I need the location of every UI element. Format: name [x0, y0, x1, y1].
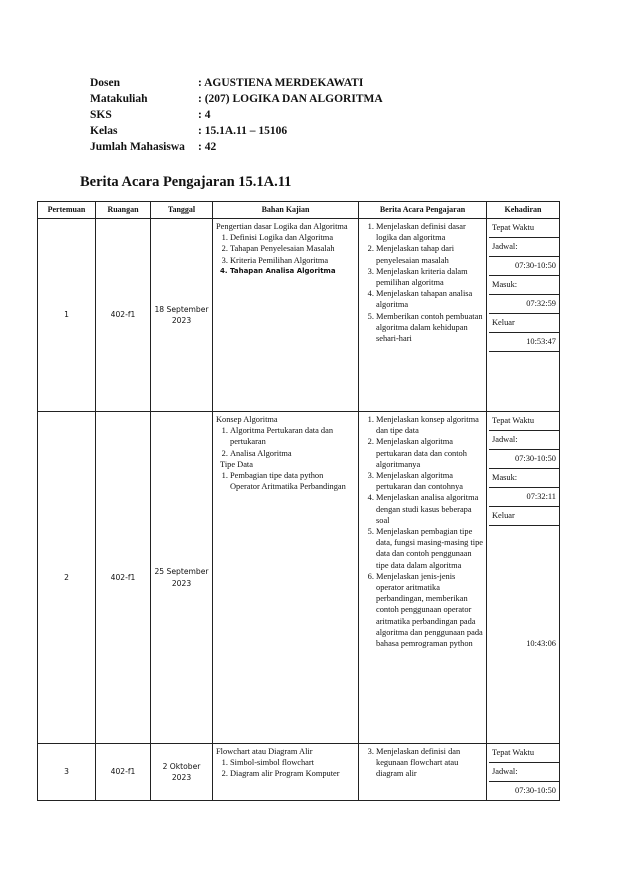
jadwal-label: Jadwal:: [489, 431, 559, 450]
list-item: 3. Menjelaskan algoritma pertukaran dan contohnya: [376, 470, 483, 492]
jumlah-value: : 42: [198, 141, 217, 153]
table-row: [38, 744, 560, 801]
col-pertemuan: Pertemuan: [38, 202, 96, 219]
kehadiran-cell: [487, 412, 560, 744]
pertemuan-cell: 1: [38, 219, 96, 412]
list-item: 5. Menjelaskan pembagian tipe data, fungsi masing-masing tipe data dan contoh penggunaan tipe data dalam algoritma: [376, 526, 483, 571]
jadwal-label: Jadwal:: [489, 763, 559, 782]
pertemuan-cell: 2: [38, 412, 96, 744]
list-item: 4. Menjelaskan tahapan analisa algoritma: [376, 288, 483, 310]
tanggal-cell: 25 September 2023: [151, 412, 213, 744]
list-item: 1. Pembagian tipe data python Operator Aritmatika Perbandingan: [230, 470, 355, 492]
list-item: 1. Simbol-simbol flowchart: [230, 757, 355, 768]
col-kehadiran: Kehadiran: [487, 202, 560, 219]
dosen-value: : AGUSTIENA MERDEKAWATI: [198, 77, 364, 89]
berita-cell: [359, 412, 487, 744]
bahan-intro: Pengertian dasar Logika dan Algoritma: [216, 222, 348, 231]
bahan-cell: [213, 219, 359, 412]
sks-value: : 4: [198, 109, 211, 121]
keluar-label: Keluar: [489, 507, 559, 526]
jadwal-value: 07:30-10:50: [489, 257, 559, 276]
list-item: 1. Menjelaskan konsep algoritma dan tipe data: [376, 414, 483, 436]
document-header: [90, 75, 383, 155]
keluar-value: 10:43:06: [526, 639, 556, 648]
berita-cell: [359, 219, 487, 412]
jadwal-label: Jadwal:: [489, 238, 559, 257]
list-item: 3. Kriteria Pemilihan Algoritma: [230, 255, 355, 266]
jumlah-label: Jumlah Mahasiswa: [90, 141, 185, 153]
list-item: 3. Menjelaskan kriteria dalam pemilihan algoritma: [376, 266, 483, 288]
table-row: [38, 219, 560, 412]
list-item: 4. Menjelaskan analisa algoritma dengan studi kasus beberapa soal: [376, 492, 483, 526]
dosen-label: Dosen: [90, 77, 121, 89]
masuk-label: Masuk:: [489, 469, 559, 488]
list-item: 1. Menjelaskan definisi dasar logika dan algoritma: [376, 221, 483, 243]
page-title: Berita Acara Pengajaran 15.1A.11: [80, 174, 292, 190]
kehadiran-cell: [487, 744, 560, 801]
kelas-value: : 15.1A.11 – 15106: [198, 125, 288, 137]
bahan-mid: Tipe Data: [220, 459, 253, 469]
kelas-label: Kelas: [90, 125, 118, 137]
ruangan-cell: 402-f1: [96, 412, 151, 744]
list-item: 1. Definisi Logika dan Algoritma: [230, 232, 355, 243]
berita-cell: [359, 744, 487, 801]
keluar-label: Keluar: [489, 314, 559, 333]
col-ruangan: Ruangan: [96, 202, 151, 219]
ruangan-cell: 402-f1: [96, 219, 151, 412]
list-item: 2. Menjelaskan algoritma pertukaran data dan contoh algoritmanya: [376, 436, 483, 470]
keluar-value: 10:53:47: [489, 333, 559, 352]
matkul-label: Matakuliah: [90, 93, 148, 105]
bahan-intro: Flowchart atau Diagram Alir: [216, 747, 313, 756]
bahan-cell: [213, 412, 359, 744]
status-badge: Tepat Waktu: [489, 412, 559, 431]
masuk-label: Masuk:: [489, 276, 559, 295]
col-bahan-kajian: Bahan Kajian: [213, 202, 359, 219]
col-tanggal: Tanggal: [151, 202, 213, 219]
col-berita-acara: Berita Acara Pengajaran: [359, 202, 487, 219]
list-item: 1. Algoritma Pertukaran data dan pertukaran: [230, 425, 355, 447]
list-item: 2. Menjelaskan tahap dari penyelesaian masalah: [376, 243, 483, 265]
tanggal-cell: 2 Oktober 2023: [151, 744, 213, 801]
bahan-intro: Konsep Algoritma: [216, 415, 278, 424]
masuk-value: 07:32:11: [489, 488, 559, 507]
list-item: 3. Menjelaskan definisi dan kegunaan flowchart atau diagram alir: [376, 746, 483, 780]
table-header-row: [38, 202, 560, 219]
tanggal-cell: 18 September 2023: [151, 219, 213, 412]
jadwal-value: 07:30-10:50: [515, 786, 556, 795]
list-item: 2. Analisa Algoritma: [230, 448, 355, 459]
masuk-value: 07:32:59: [489, 295, 559, 314]
status-badge: Tepat Waktu: [489, 219, 559, 238]
jadwal-value: 07:30-10:50: [489, 450, 559, 469]
list-item: 4. Tahapan Analisa Algoritma: [230, 266, 355, 277]
list-item: 6. Menjelaskan jenis-jenis operator aritmatika perbandingan, memberikan contoh penggunaan operator aritmatika perbandingan pada algoritma dan penggunaan pada bahasa pemrograman python: [376, 571, 483, 649]
status-badge: Tepat Waktu: [489, 744, 559, 763]
sks-label: SKS: [90, 109, 112, 121]
kehadiran-cell: [487, 219, 560, 412]
bahan-cell: [213, 744, 359, 801]
list-item: 2. Tahapan Penyelesaian Masalah: [230, 243, 355, 254]
table-row: [38, 412, 560, 744]
list-item: 5. Memberikan contoh pembuatan algoritma dalam kehidupan sehari-hari: [376, 311, 483, 345]
matkul-value: : (207) LOGIKA DAN ALGORITMA: [198, 93, 383, 105]
ruangan-cell: 402-f1: [96, 744, 151, 801]
pertemuan-cell: 3: [38, 744, 96, 801]
list-item: 2. Diagram alir Program Komputer: [230, 768, 355, 779]
attendance-table: [37, 201, 560, 801]
